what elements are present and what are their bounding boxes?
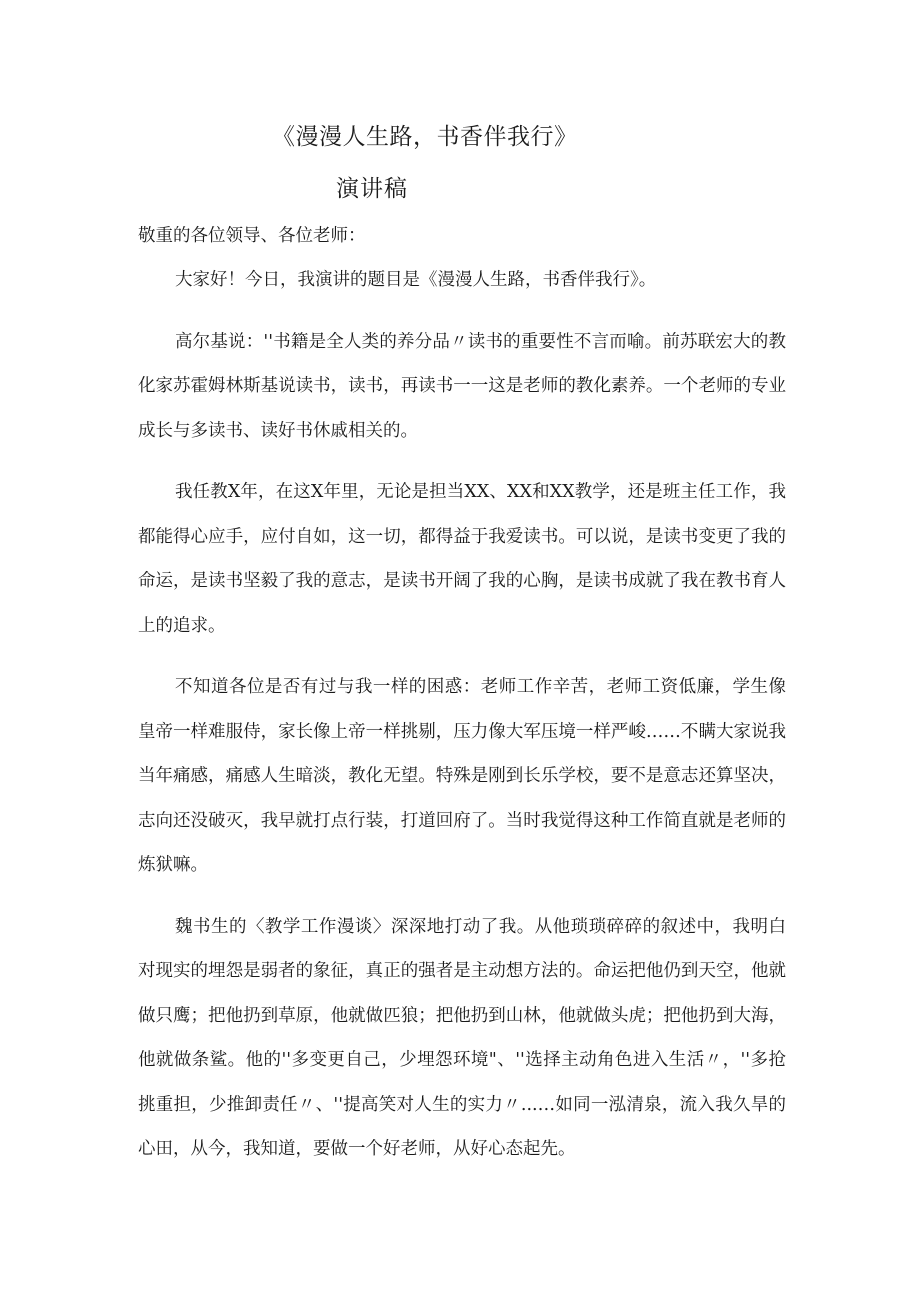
paragraph-intro: 大家好！今日，我演讲的题目是《漫漫人生路，书香伴我行》。 [175,270,657,290]
document-title: 《漫漫人生路，书香伴我行》 [272,124,578,150]
salutation: 敬重的各位领导、各位老师： [138,226,366,246]
speech-body [138,258,786,1189]
paragraph-teaching: 我任教X年，在这X年里，无论是担当XX、XX和XX教学，还是班主任工作，我都能得心应手，应付自如，这一切，都得益于我爱读书。可以说，是读书变更了我的命运，是读书坚毅了我的意志，是读书开阔了我的心胸，是读书成就了我在教书育人上的追求。 [138,482,786,636]
document-subtitle: 演讲稿 [336,176,408,202]
paragraph-wei-shusheng: 魏书生的〈教学工作漫谈〉深深地打动了我。从他琐琐碎碎的叙述中，我明白对现实的埋怨是弱者的象征，真正的强者是主动想方法的。命运把他仍到天空，他就做只鹰；把他扔到草原，他就做匹狼；把他扔到山林，他就做头虎；把他扔到大海，他就做条鲨。他的''多变更自己，少埋怨环境"、''选择主动角色进入生活〃，''多抢挑重担，少推卸责任〃、''提高笑对人生的实力〃...…如同一泓清泉，流入我久旱的心田，从今，我知道，要做一个好老师，从好心态起先。 [138,916,786,1159]
paragraph-confusion: 不知道各位是否有过与我一样的困惑：老师工作辛苦，老师工资低廉，学生像皇帝一样难服侍，家长像上帝一样挑剔，压力像大军压境一样严峻……不瞒大家说我当年痛感，痛感人生暗淡，教化无望。特殊是刚到长乐学校，要不是意志还算坚决，志向还没破灭，我早就打点行装，打道回府了。当时我觉得这种工作简直就是老师的炼狱嘛。 [138,677,786,875]
paragraph-gorky: 高尔基说：''书籍是全人类的养分品〃读书的重要性不言而喻。前苏联宏大的教化家苏霍姆林斯基说读书，读书，再读书一一这是老师的教化素养。一个老师的专业成长与多读书、读好书休戚相关的。 [138,331,786,441]
